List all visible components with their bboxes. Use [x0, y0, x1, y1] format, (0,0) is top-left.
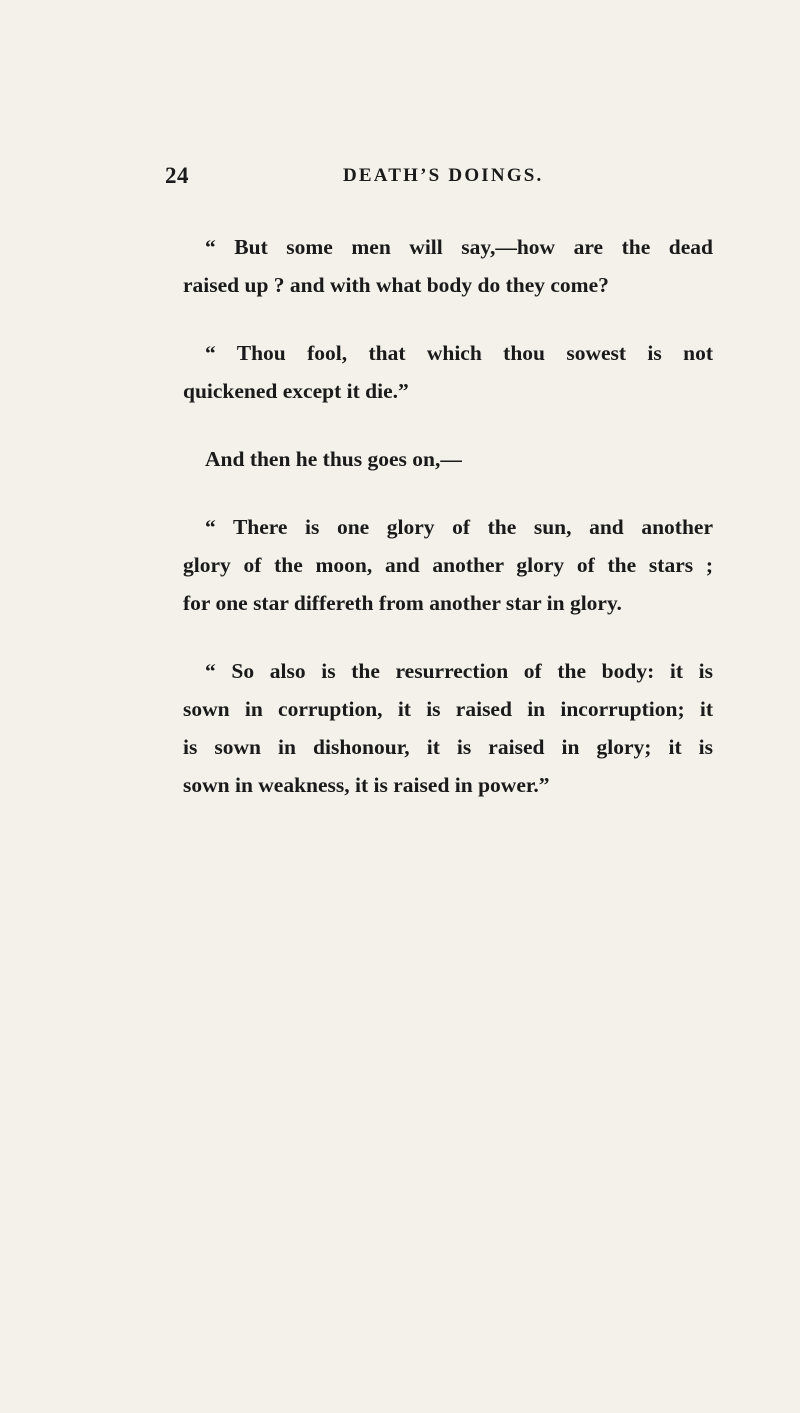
paragraph-2	[183, 334, 713, 410]
text-line: raised up ? and with what body do they come?	[183, 273, 609, 297]
running-head-title: DEATH’S DOINGS.	[343, 165, 544, 186]
text-line: “ There is one glory of the sun, and another	[205, 515, 713, 539]
text-line: “ Thou fool, that which thou sowest is not	[205, 341, 713, 365]
paragraph-1	[183, 228, 713, 304]
page-number: 24	[165, 163, 189, 188]
paragraph-3	[183, 440, 713, 478]
text-line: sown in corruption, it is raised in incorruption; it	[183, 697, 713, 721]
text-line: for one star differeth from another star in glory.	[183, 591, 622, 615]
text-line: “ So also is the resurrection of the body: it is	[205, 659, 713, 683]
text-line: “ But some men will say,—how are the dead	[205, 235, 713, 259]
text-line: And then he thus goes on,—	[205, 447, 462, 471]
body-text	[183, 228, 713, 834]
paragraph-4	[183, 508, 713, 622]
running-head	[165, 163, 545, 193]
text-line: quickened except it die.”	[183, 379, 409, 403]
paragraph-5	[183, 652, 713, 804]
text-line: glory of the moon, and another glory of the stars ;	[183, 553, 713, 577]
text-line: sown in weakness, it is raised in power.”	[183, 773, 550, 797]
text-line: is sown in dishonour, it is raised in glory; it is	[183, 735, 713, 759]
